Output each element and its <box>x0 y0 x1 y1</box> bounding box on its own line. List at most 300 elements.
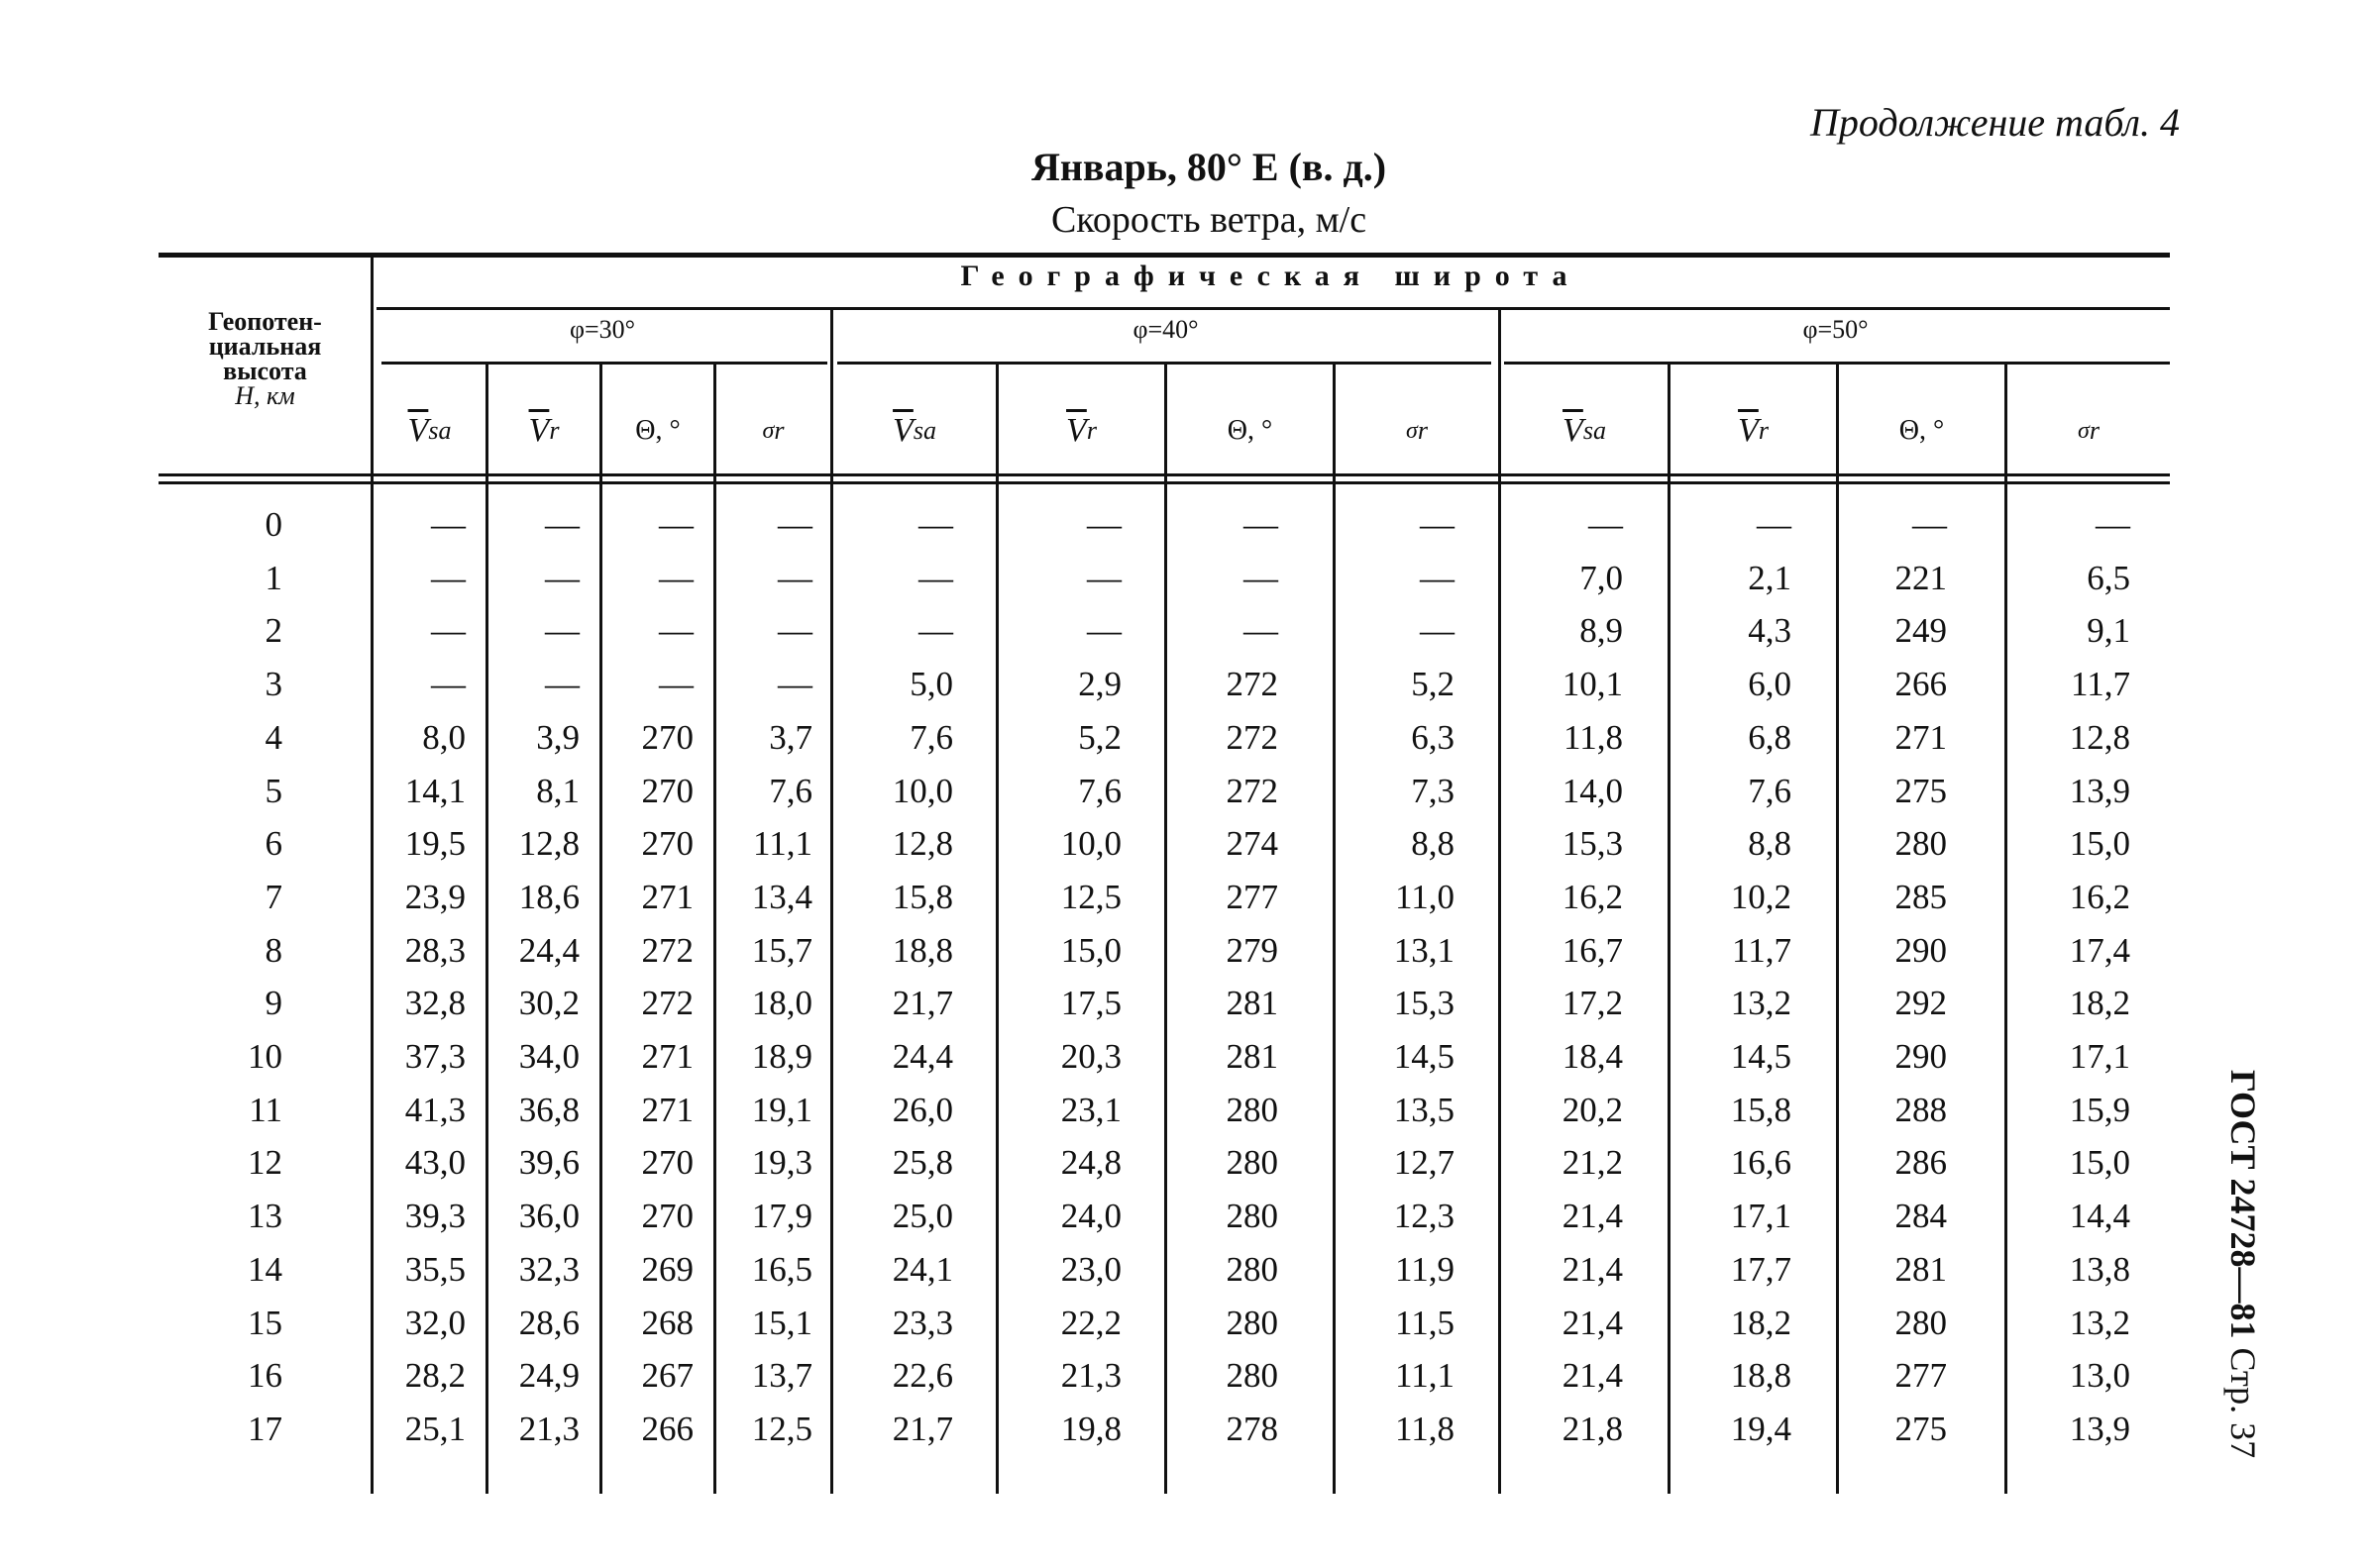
table-cell: 18,4 <box>1562 1037 1623 1076</box>
table-cell: 271 <box>641 1037 694 1076</box>
table-cell: — <box>918 559 953 597</box>
table-cell: 13,2 <box>2069 1304 2130 1342</box>
table-cell: 8,0 <box>422 718 466 757</box>
table-cell: 21,7 <box>892 1410 953 1448</box>
height-cell: 15 <box>248 1304 282 1342</box>
table-cell: 11,7 <box>1732 931 1791 970</box>
table-cell: — <box>1420 611 1455 650</box>
table-cell: 5,0 <box>910 665 953 703</box>
table-row <box>0 611 2371 665</box>
col-header-symbol: $\overline{V}$ <box>1738 412 1759 449</box>
table-cell: — <box>1243 611 1278 650</box>
table-row <box>0 1250 2371 1304</box>
table-cell: 18,0 <box>751 984 812 1022</box>
table-cell: — <box>1588 505 1623 544</box>
col-header-subscript: sa <box>428 416 452 445</box>
latitude-rule <box>377 307 2170 310</box>
table-cell: 12,8 <box>2069 718 2130 757</box>
table-cell: 292 <box>1894 984 1947 1022</box>
table-cell: 16,2 <box>2069 878 2130 916</box>
table-cell: 272 <box>1226 665 1278 703</box>
table-cell: 272 <box>1226 772 1278 810</box>
col-header-v-sa <box>1501 396 1668 466</box>
table-cell: 11,7 <box>2071 665 2130 703</box>
col-header-subscript: sa <box>913 416 936 445</box>
height-cell: 7 <box>265 878 282 916</box>
col-header-theta: Θ, ° <box>1227 415 1273 446</box>
height-cell: 13 <box>248 1197 282 1235</box>
table-cell: 249 <box>1894 611 1947 650</box>
table-row <box>0 1304 2371 1357</box>
table-cell: 18,2 <box>2069 984 2130 1022</box>
table-cell: — <box>778 665 812 703</box>
table-cell: 11,8 <box>1563 718 1623 757</box>
table-cell: 15,0 <box>2069 824 2130 863</box>
table-cell: 280 <box>1226 1250 1278 1289</box>
table-cell: 7,3 <box>1411 772 1455 810</box>
col-header-symbol: σ <box>2078 417 2090 444</box>
col-header-theta: Θ, ° <box>1898 415 1945 446</box>
table-cell: — <box>1087 505 1122 544</box>
col-header-symbol: $\overline{V}$ <box>1563 412 1583 449</box>
table-cell: 290 <box>1894 931 1947 970</box>
table-cell: 270 <box>641 772 694 810</box>
height-cell: 2 <box>265 611 282 650</box>
table-cell: 21,2 <box>1562 1143 1623 1182</box>
table-cell: 13,0 <box>2069 1356 2130 1395</box>
table-cell: 17,5 <box>1060 984 1122 1022</box>
table-cell: 15,8 <box>1730 1091 1791 1129</box>
stub-header <box>149 309 381 408</box>
table-cell: 277 <box>1894 1356 1947 1395</box>
table-cell: — <box>431 611 466 650</box>
table-cell: 12,3 <box>1393 1197 1455 1235</box>
table-cell: 24,8 <box>1060 1143 1122 1182</box>
table-cell: 13,9 <box>2069 772 2130 810</box>
table-cell: 16,2 <box>1562 878 1623 916</box>
table-cell: 15,0 <box>2069 1143 2130 1182</box>
table-cell: 7,6 <box>1078 772 1122 810</box>
table-cell: — <box>778 505 812 544</box>
table-cell: 24,4 <box>518 931 580 970</box>
table-cell: 280 <box>1226 1356 1278 1395</box>
table-cell: 17,9 <box>751 1197 812 1235</box>
table-cell: — <box>545 559 580 597</box>
table-cell: — <box>1912 505 1947 544</box>
table-cell: 6,3 <box>1411 718 1455 757</box>
table-cell: 15,0 <box>1060 931 1122 970</box>
table-cell: 10,0 <box>1060 824 1122 863</box>
table-cell: 270 <box>641 1197 694 1235</box>
col-header-symbol: $\overline{V}$ <box>528 412 550 449</box>
height-cell: 6 <box>265 824 282 863</box>
table-cell: 23,9 <box>404 878 466 916</box>
page-number: Стр. 37 <box>2223 1347 2263 1459</box>
table-cell: 13,9 <box>2069 1410 2130 1448</box>
table-cell: 43,0 <box>404 1143 466 1182</box>
table-cell: 18,8 <box>892 931 953 970</box>
table-cell: 37,3 <box>404 1037 466 1076</box>
col-header-v-r <box>1670 396 1836 466</box>
table-cell: 6,0 <box>1748 665 1791 703</box>
table-row <box>0 931 2371 985</box>
table-cell: 25,1 <box>404 1410 466 1448</box>
table-cell: 21,4 <box>1562 1356 1623 1395</box>
table-subtitle: Скорость ветра, м/с <box>1050 199 1367 241</box>
table-cell: — <box>431 665 466 703</box>
table-cell: 290 <box>1894 1037 1947 1076</box>
col-header-subscript: r <box>1086 416 1097 445</box>
table-cell: 11,1 <box>753 824 812 863</box>
table-cell: 12,8 <box>518 824 580 863</box>
table-cell: 267 <box>641 1356 694 1395</box>
table-cell: 11,5 <box>1395 1304 1455 1342</box>
table-cell: 25,0 <box>892 1197 953 1235</box>
side-label <box>2185 1070 2264 1555</box>
table-cell: 8,1 <box>536 772 580 810</box>
table-cell: 271 <box>641 878 694 916</box>
table-cell: 21,4 <box>1562 1304 1623 1342</box>
table-cell: 26,0 <box>892 1091 953 1129</box>
height-cell: 0 <box>265 505 282 544</box>
table-cell: — <box>918 505 953 544</box>
table-cell: 277 <box>1226 878 1278 916</box>
table-cell: 39,6 <box>518 1143 580 1182</box>
table-cell: 275 <box>1894 772 1947 810</box>
table-cell: 6,5 <box>2087 559 2130 597</box>
table-row <box>0 1091 2371 1144</box>
table-cell: 24,0 <box>1060 1197 1122 1235</box>
table-cell: 25,8 <box>892 1143 953 1182</box>
table-cell: 18,9 <box>751 1037 812 1076</box>
table-cell: 286 <box>1894 1143 1947 1182</box>
table-cell: 13,8 <box>2069 1250 2130 1289</box>
col-header-subscript: r <box>774 416 785 445</box>
table-cell: 11,9 <box>1395 1250 1455 1289</box>
table-cell: 12,5 <box>751 1410 812 1448</box>
table-cell: — <box>1087 611 1122 650</box>
col-header-subscript: sa <box>1582 416 1606 445</box>
table-cell: 19,8 <box>1060 1410 1122 1448</box>
table-cell: 17,2 <box>1562 984 1623 1022</box>
table-cell: 34,0 <box>518 1037 580 1076</box>
table-row <box>0 1197 2371 1250</box>
table-cell: 281 <box>1226 984 1278 1022</box>
stub-header-line: циальная <box>208 332 322 361</box>
stub-header-line: Геопотен- <box>208 307 322 336</box>
height-cell: 16 <box>248 1356 282 1395</box>
table-cell: 14,4 <box>2069 1197 2130 1235</box>
table-cell: — <box>1243 559 1278 597</box>
table-cell: 13,7 <box>751 1356 812 1395</box>
col-header-sigma <box>1336 396 1498 466</box>
table-cell: 269 <box>641 1250 694 1289</box>
group-header-40: φ=40° <box>1132 315 1199 344</box>
table-row <box>0 1410 2371 1463</box>
table-cell: 8,8 <box>1748 824 1791 863</box>
col-header-v-r <box>999 396 1164 466</box>
table-cell: 10,2 <box>1730 878 1791 916</box>
table-cell: — <box>545 611 580 650</box>
table-row <box>0 559 2371 612</box>
table-cell: 12,8 <box>892 824 953 863</box>
table-cell: — <box>778 559 812 597</box>
table-cell: 14,5 <box>1730 1037 1791 1076</box>
table-row <box>0 718 2371 772</box>
table-cell: — <box>1757 505 1791 544</box>
table-cell: 19,4 <box>1730 1410 1791 1448</box>
table-cell: 280 <box>1226 1091 1278 1129</box>
height-cell: 12 <box>248 1143 282 1182</box>
table-cell: 19,1 <box>751 1091 812 1129</box>
table-cell: 268 <box>641 1304 694 1342</box>
col-header-subscript: r <box>2089 416 2100 445</box>
height-cell: 1 <box>265 559 282 597</box>
table-cell: 30,2 <box>518 984 580 1022</box>
table-cell: 32,0 <box>404 1304 466 1342</box>
col-header-sigma <box>2007 396 2170 466</box>
table-cell: 28,6 <box>518 1304 580 1342</box>
height-cell: 3 <box>265 665 282 703</box>
table-cell: 21,7 <box>892 984 953 1022</box>
table-cell: 12,7 <box>1393 1143 1455 1182</box>
table-cell: — <box>2096 505 2130 544</box>
table-cell: 280 <box>1226 1143 1278 1182</box>
col-header-sigma <box>716 396 830 466</box>
table-cell: 23,3 <box>892 1304 953 1342</box>
table-cell: 21,3 <box>518 1410 580 1448</box>
table-cell: 266 <box>641 1410 694 1448</box>
table-cell: 19,3 <box>751 1143 812 1182</box>
table-cell: 18,2 <box>1730 1304 1791 1342</box>
table-cell: 41,3 <box>404 1091 466 1129</box>
table-row <box>0 824 2371 878</box>
col-header-subscript: r <box>1758 416 1769 445</box>
table-cell: 22,2 <box>1060 1304 1122 1342</box>
table-row <box>0 1356 2371 1410</box>
table-cell: 15,1 <box>751 1304 812 1342</box>
table-cell: — <box>659 505 694 544</box>
height-cell: 4 <box>265 718 282 757</box>
table-row <box>0 772 2371 825</box>
table-cell: 4,3 <box>1748 611 1791 650</box>
table-title: Январь, 80° E (в. д.) <box>1030 145 1387 189</box>
table-cell: 15,7 <box>751 931 812 970</box>
table-cell: 266 <box>1894 665 1947 703</box>
col-header-v-r <box>488 396 599 466</box>
table-cell: 35,5 <box>404 1250 466 1289</box>
height-cell: 10 <box>248 1037 282 1076</box>
table-cell: — <box>1420 559 1455 597</box>
table-cell: — <box>1087 559 1122 597</box>
height-cell: 8 <box>265 931 282 970</box>
table-cell: 15,3 <box>1393 984 1455 1022</box>
col-header-symbol: $\overline{V}$ <box>407 412 429 449</box>
table-cell: 281 <box>1894 1250 1947 1289</box>
table-cell: 2,9 <box>1078 665 1122 703</box>
table-cell: 17,1 <box>1730 1197 1791 1235</box>
table-cell: 13,5 <box>1393 1091 1455 1129</box>
table-cell: 23,1 <box>1060 1091 1122 1129</box>
table-cell: 272 <box>1226 718 1278 757</box>
latitude-header: Географическая широта <box>960 260 1581 292</box>
table-cell: 280 <box>1226 1197 1278 1235</box>
col-header-v-sa <box>374 396 485 466</box>
table-row <box>0 878 2371 931</box>
table-cell: — <box>778 611 812 650</box>
table-cell: 15,3 <box>1562 824 1623 863</box>
table-cell: — <box>659 559 694 597</box>
table-cell: 12,5 <box>1060 878 1122 916</box>
table-cell: 6,8 <box>1748 718 1791 757</box>
table-row <box>0 1037 2371 1091</box>
table-cell: 8,8 <box>1411 824 1455 863</box>
table-cell: 17,7 <box>1730 1250 1791 1289</box>
table-cell: 19,5 <box>404 824 466 863</box>
table-cell: 15,9 <box>2069 1091 2130 1129</box>
table-cell: 39,3 <box>404 1197 466 1235</box>
table-cell: 36,0 <box>518 1197 580 1235</box>
table-cell: 16,5 <box>751 1250 812 1289</box>
height-cell: 9 <box>265 984 282 1022</box>
table-cell: 13,2 <box>1730 984 1791 1022</box>
table-cell: 7,6 <box>769 772 812 810</box>
table-cell: 270 <box>641 718 694 757</box>
table-cell: — <box>918 611 953 650</box>
table-cell: 11,8 <box>1395 1410 1455 1448</box>
table-cell: 271 <box>641 1091 694 1129</box>
table-cell: 11,1 <box>1395 1356 1455 1395</box>
table-cell: 275 <box>1894 1410 1947 1448</box>
table-cell: 20,3 <box>1060 1037 1122 1076</box>
table-cell: — <box>1420 505 1455 544</box>
table-cell: 221 <box>1894 559 1947 597</box>
table-cell: 7,6 <box>1748 772 1791 810</box>
table-cell: 21,4 <box>1562 1197 1623 1235</box>
table-cell: — <box>1243 505 1278 544</box>
table-cell: 22,6 <box>892 1356 953 1395</box>
col-header-symbol: σ <box>1406 417 1418 444</box>
table-cell: 23,0 <box>1060 1250 1122 1289</box>
table-cell: 3,9 <box>536 718 580 757</box>
table-cell: — <box>659 665 694 703</box>
col-header-symbol: $\overline{V}$ <box>1066 412 1087 449</box>
height-cell: 11 <box>249 1091 282 1129</box>
table-cell: 272 <box>641 984 694 1022</box>
stub-header-unit: H, км <box>235 381 295 410</box>
table-cell: 24,9 <box>518 1356 580 1395</box>
table-cell: 21,3 <box>1060 1356 1122 1395</box>
group-header-50: φ=50° <box>1802 315 1869 344</box>
table-row <box>0 665 2371 718</box>
table-cell: 10,0 <box>892 772 953 810</box>
standard-number: ГОСТ 24728—81 <box>2223 1070 2263 1339</box>
table-cell: — <box>545 665 580 703</box>
table-cell: 278 <box>1226 1410 1278 1448</box>
table-cell: 5,2 <box>1411 665 1455 703</box>
table-cell: 13,4 <box>751 878 812 916</box>
table-row <box>0 1143 2371 1197</box>
table-cell: — <box>659 611 694 650</box>
table-cell: 16,6 <box>1730 1143 1791 1182</box>
table-row <box>0 984 2371 1037</box>
height-cell: 5 <box>265 772 282 810</box>
table-cell: 11,0 <box>1395 878 1455 916</box>
table-cell: 18,6 <box>518 878 580 916</box>
table-row <box>0 505 2371 559</box>
col-header-subscript: r <box>549 416 560 445</box>
table-cell: 284 <box>1894 1197 1947 1235</box>
table-cell: 7,6 <box>910 718 953 757</box>
table-cell: 280 <box>1894 1304 1947 1342</box>
table-cell: 20,2 <box>1562 1091 1623 1129</box>
table-cell: 17,4 <box>2069 931 2130 970</box>
table-cell: 21,4 <box>1562 1250 1623 1289</box>
table-cell: 13,1 <box>1393 931 1455 970</box>
continuation-label: Продолжение табл. 4 <box>1809 100 2180 145</box>
table-cell: 14,0 <box>1562 772 1623 810</box>
table-cell: 14,5 <box>1393 1037 1455 1076</box>
table-cell: 3,7 <box>769 718 812 757</box>
table-cell: 270 <box>641 1143 694 1182</box>
table-cell: 8,9 <box>1579 611 1623 650</box>
group-header-30: φ=30° <box>569 315 636 344</box>
table-cell: — <box>431 559 466 597</box>
col-header-symbol: σ <box>762 417 775 444</box>
group-rule-30 <box>381 362 827 365</box>
table-cell: 15,8 <box>892 878 953 916</box>
table-cell: 270 <box>641 824 694 863</box>
table-cell: 17,1 <box>2069 1037 2130 1076</box>
table-cell: 16,7 <box>1562 931 1623 970</box>
table-cell: 32,8 <box>404 984 466 1022</box>
col-header-v-sa <box>833 396 996 466</box>
table-cell: 28,3 <box>404 931 466 970</box>
table-cell: 280 <box>1894 824 1947 863</box>
table-cell: 2,1 <box>1748 559 1791 597</box>
col-header-theta: Θ, ° <box>635 415 681 446</box>
table-cell: 21,8 <box>1562 1410 1623 1448</box>
table-cell: 5,2 <box>1078 718 1122 757</box>
table-cell: 7,0 <box>1579 559 1623 597</box>
table-cell: 24,1 <box>892 1250 953 1289</box>
table-cell: 28,2 <box>404 1356 466 1395</box>
table-cell: 32,3 <box>518 1250 580 1289</box>
table-cell: 10,1 <box>1562 665 1623 703</box>
col-header-subscript: r <box>1417 416 1428 445</box>
table-cell: 279 <box>1226 931 1278 970</box>
table-cell: 24,4 <box>892 1037 953 1076</box>
height-cell: 17 <box>248 1410 282 1448</box>
stub-header-line: высота <box>223 357 307 385</box>
table-cell: 272 <box>641 931 694 970</box>
table-cell: 285 <box>1894 878 1947 916</box>
table-cell: 281 <box>1226 1037 1278 1076</box>
height-cell: 14 <box>248 1250 282 1289</box>
col-header-symbol: $\overline{V}$ <box>893 412 914 449</box>
table-cell: 9,1 <box>2087 611 2130 650</box>
table-cell: — <box>545 505 580 544</box>
table-cell: 271 <box>1894 718 1947 757</box>
table-cell: 274 <box>1226 824 1278 863</box>
table-cell: 280 <box>1226 1304 1278 1342</box>
table-cell: 36,8 <box>518 1091 580 1129</box>
table-cell: 288 <box>1894 1091 1947 1129</box>
table-cell: 14,1 <box>404 772 466 810</box>
top-rule <box>159 253 2170 258</box>
table-cell: 18,8 <box>1730 1356 1791 1395</box>
table-cell: — <box>431 505 466 544</box>
